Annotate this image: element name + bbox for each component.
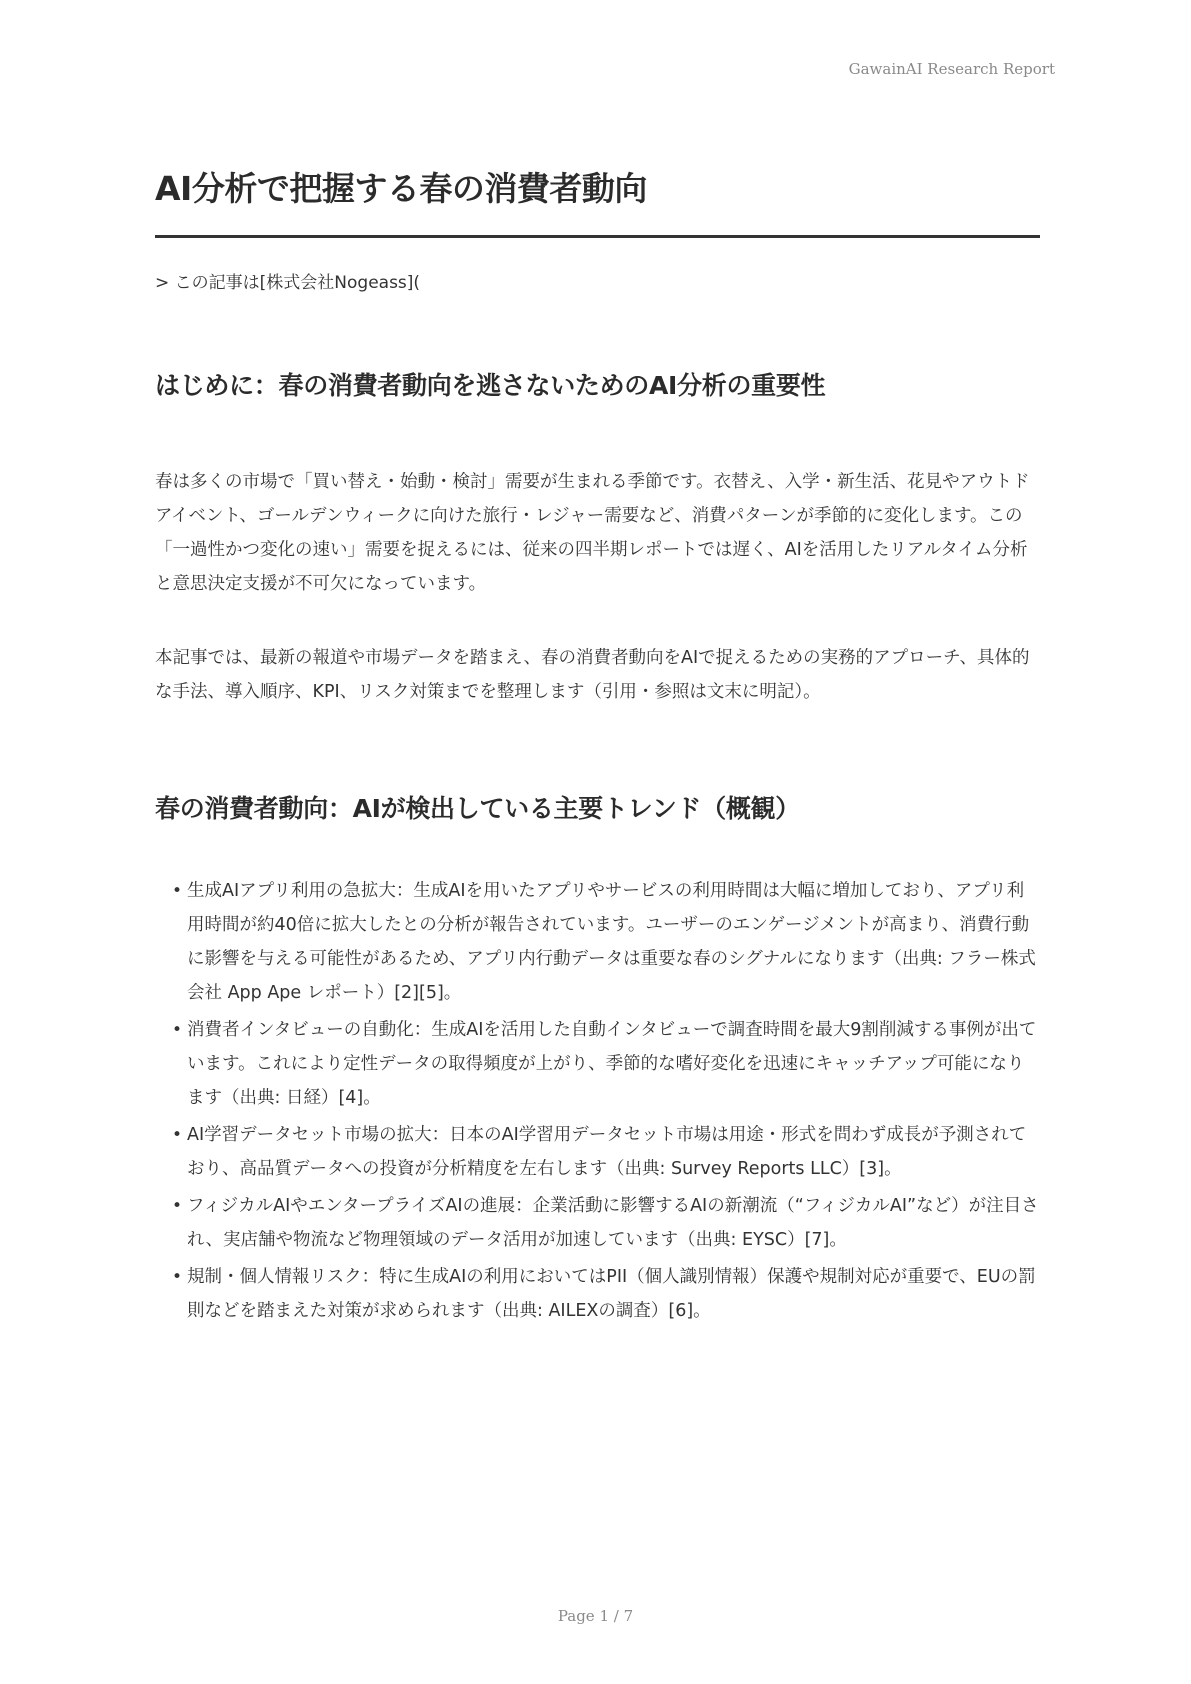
bullet-icon: • <box>172 1125 183 1146</box>
document-title: AI分析で把握する春の消費者動向 <box>155 168 1040 238</box>
paragraph: 本記事では、最新の報道や市場データを踏まえ、春の消費者動向をAIで捉えるための実務的アプローチ、具体的な手法、導入順序、KPI、リスク対策までを整理します（引用・参照は文末に明記）。 <box>155 648 1030 703</box>
section-heading-trends: 春の消費者動向：AIが検出している主要トレンド（概観） <box>155 794 800 824</box>
list-item <box>172 1189 1040 1257</box>
quote-line: > この記事は[株式会社Nogeass]( <box>155 272 421 293</box>
list-item <box>172 1260 1040 1328</box>
list-item-text: フィジカルAIやエンタープライズAIの進展：企業活動に影響するAIの新潮流（“フィジカルAI”など）が注目され、実店舗や物流など物理領域のデータ活用が加速しています（出典: EYSC）[7]。 <box>187 1196 1039 1251</box>
section-heading-intro: はじめに：春の消費者動向を逃さないためのAI分析の重要性 <box>155 371 826 401</box>
page-number: Page 1 / 7 <box>557 1607 634 1625</box>
paragraph: 春は多くの市場で「買い替え・始動・検討」需要が生まれる季節です。衣替え、入学・新生活、花見やアウトドアイベント、ゴールデンウィークに向けた旅行・レジャー需要など、消費パターンが季節的に変化します。この「一過性かつ変化の速い」需要を捉えるには、従来の四半期レポートでは遅く、AIを活用したリアルタイム分析と意思決定支援が不可欠になっています。 <box>155 472 1030 595</box>
list-item-text: 規制・個人情報リスク：特に生成AIの利用においてはPII（個人識別情報）保護や規制対応が重要で、EUの罰則などを踏まえた対策が求められます（出典: AILEXの調査）[6]。 <box>187 1267 1036 1322</box>
list-item <box>172 1118 1040 1186</box>
trend-list <box>155 874 1040 1328</box>
list-item <box>172 1013 1040 1115</box>
list-item-text: 消費者インタビューの自動化：生成AIを活用した自動インタビューで調査時間を最大9割削減する事例が出ています。これにより定性データの取得頻度が上がり、季節的な嗜好変化を迅速にキャッチアップ可能になります（出典: 日経）[4]。 <box>187 1020 1037 1109</box>
bullet-icon: • <box>172 881 183 902</box>
document-body <box>155 168 1040 1331</box>
bullet-icon: • <box>172 1196 183 1217</box>
list-item <box>172 874 1040 1010</box>
bullet-icon: • <box>172 1020 183 1041</box>
bullet-icon: • <box>172 1267 183 1288</box>
list-item-text: 生成AIアプリ利用の急拡大：生成AIを用いたアプリやサービスの利用時間は大幅に増加しており、アプリ利用時間が約40倍に拡大したとの分析が報告されています。ユーザーのエンゲージメントが高まり、消費行動に影響を与える可能性があるため、アプリ内行動データは重要な春のシグナルになります（出典: フラー株式会社 App Ape レポート）[2][5]。 <box>187 881 1036 1004</box>
list-item-text: AI学習データセット市場の拡大：日本のAI学習用データセット市場は用途・形式を問わず成長が予測されており、高品質データへの投資が分析精度を左右します（出典: Survey Reports LLC）[3]。 <box>187 1125 1027 1180</box>
running-header: GawainAI Research Report <box>848 60 1055 78</box>
